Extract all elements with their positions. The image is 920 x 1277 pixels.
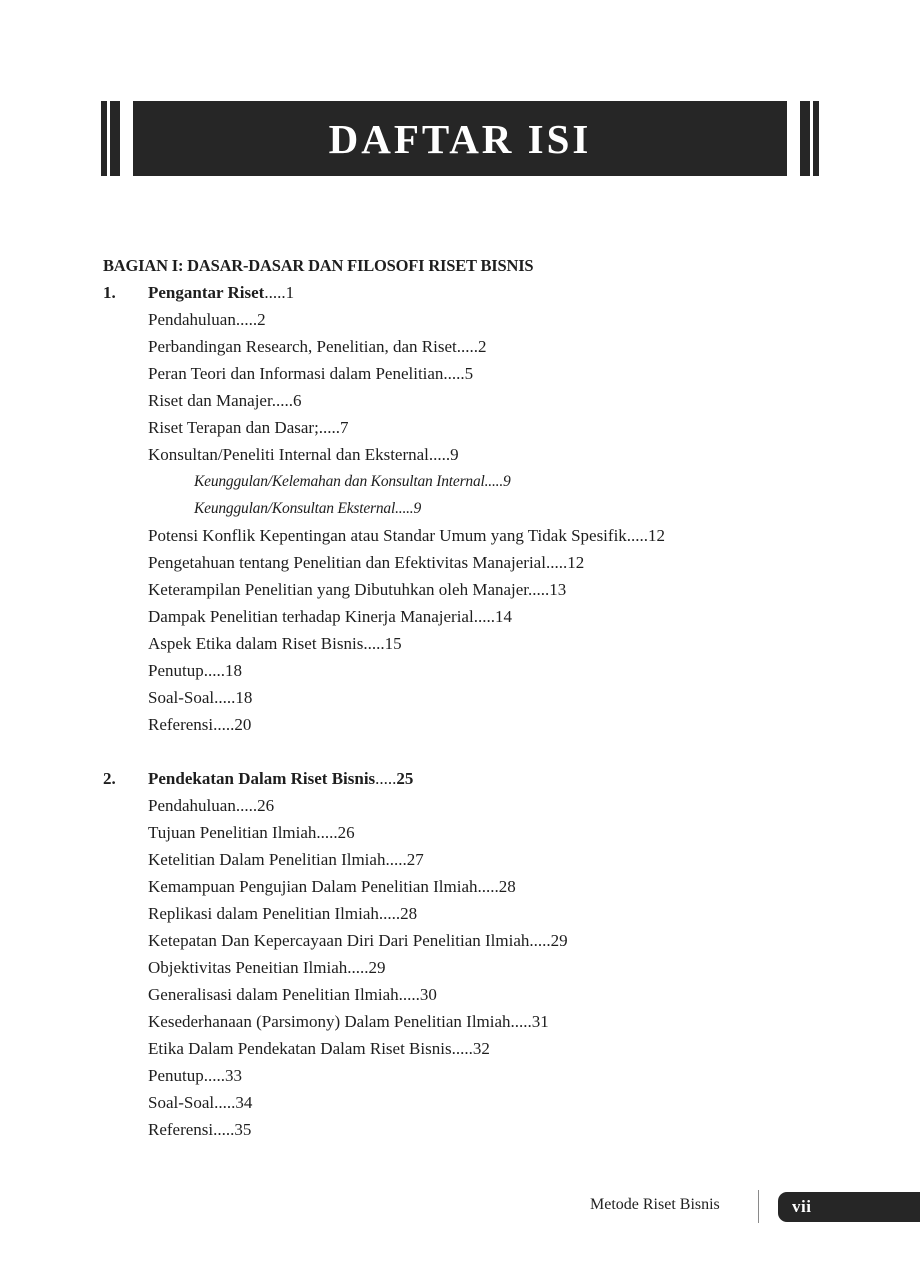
toc-item[interactable]: Pendahuluan.....2 bbox=[148, 310, 266, 329]
footer-divider bbox=[758, 1190, 759, 1223]
toc-item[interactable]: Keterampilan Penelitian yang Dibutuhkan oleh Manajer.....13 bbox=[148, 580, 567, 599]
toc-item[interactable]: Objektivitas Peneitian Ilmiah.....29 bbox=[148, 958, 386, 977]
part-heading: BAGIAN I: DASAR-DASAR DAN FILOSOFI RISET BISNIS bbox=[103, 256, 534, 275]
toc-item[interactable]: Pengetahuan tentang Penelitian dan Efektivitas Manajerial.....12 bbox=[148, 553, 585, 572]
footer-book-title: Metode Riset Bisnis bbox=[590, 1196, 720, 1213]
toc-item[interactable]: Referensi.....35 bbox=[148, 1120, 252, 1139]
toc-item[interactable]: Tujuan Penelitian Ilmiah.....26 bbox=[148, 823, 355, 842]
toc-item[interactable]: Etika Dalam Pendekatan Dalam Riset Bisnis.....32 bbox=[148, 1039, 490, 1058]
leader-dots: ..... bbox=[264, 283, 286, 302]
toc-item[interactable]: Replikasi dalam Penelitian Ilmiah.....28 bbox=[148, 904, 418, 923]
toc-item[interactable]: Perbandingan Research, Penelitian, dan Riset.....2 bbox=[148, 337, 487, 356]
decorative-bar-right-thick bbox=[800, 101, 810, 176]
chapter-heading[interactable] bbox=[103, 765, 823, 792]
chapter-title[interactable] bbox=[148, 279, 294, 306]
chapter-title[interactable] bbox=[148, 765, 413, 792]
chapter-items bbox=[103, 306, 823, 738]
toc-subitem[interactable]: Keunggulan/Kelemahan dan Konsultan Internal.....9 bbox=[194, 473, 511, 490]
chapter-title-text: Pengantar Riset bbox=[148, 283, 265, 302]
toc-item[interactable]: Penutup.....33 bbox=[148, 1066, 242, 1085]
chapter-heading[interactable] bbox=[103, 279, 823, 306]
toc-item[interactable]: Dampak Penelitian terhadap Kinerja Manajerial.....14 bbox=[148, 607, 512, 626]
toc-item[interactable]: Kesederhanaan (Parsimony) Dalam Penelitian Ilmiah.....31 bbox=[148, 1012, 549, 1031]
toc-item[interactable]: Riset dan Manajer.....6 bbox=[148, 391, 302, 410]
toc-item[interactable]: Kemampuan Pengujian Dalam Penelitian Ilmiah.....28 bbox=[148, 877, 516, 896]
chapter-page: 1 bbox=[285, 283, 295, 302]
toc-item[interactable]: Konsultan/Peneliti Internal dan Eksternal.....9 bbox=[148, 445, 459, 464]
chapter-title-text: Pendekatan Dalam Riset Bisnis bbox=[148, 769, 376, 788]
title-banner bbox=[101, 101, 819, 176]
toc-item[interactable]: Riset Terapan dan Dasar;.....7 bbox=[148, 418, 349, 437]
decorative-bar-right-thin bbox=[813, 101, 819, 176]
chapter-page: 25 bbox=[396, 769, 414, 788]
chapter-items bbox=[103, 792, 823, 1143]
chapter-number: 2. bbox=[103, 769, 116, 788]
decorative-bar-left-thick bbox=[110, 101, 120, 176]
toc-item[interactable]: Peran Teori dan Informasi dalam Penelitian.....5 bbox=[148, 364, 474, 383]
toc-item[interactable]: Referensi.....20 bbox=[148, 715, 252, 734]
page-number: vii bbox=[792, 1197, 812, 1216]
toc-item[interactable]: Ketepatan Dan Kepercayaan Diri Dari Penelitian Ilmiah.....29 bbox=[148, 931, 568, 950]
decorative-bar-left-thin bbox=[101, 101, 107, 176]
toc-item[interactable]: Aspek Etika dalam Riset Bisnis.....15 bbox=[148, 634, 402, 653]
leader-dots: ..... bbox=[375, 769, 397, 788]
toc-subitem[interactable]: Keunggulan/Konsultan Eksternal.....9 bbox=[194, 500, 422, 517]
chapter-2 bbox=[103, 765, 823, 1143]
toc-item[interactable]: Ketelitian Dalam Penelitian Ilmiah.....27 bbox=[148, 850, 424, 869]
toc-item[interactable]: Pendahuluan.....26 bbox=[148, 796, 275, 815]
toc-item[interactable]: Generalisasi dalam Penelitian Ilmiah.....30 bbox=[148, 985, 437, 1004]
toc-item[interactable]: Soal-Soal.....18 bbox=[148, 688, 253, 707]
toc-item[interactable]: Potensi Konflik Kepentingan atau Standar Umum yang Tidak Spesifik.....12 bbox=[148, 526, 666, 545]
toc-item[interactable]: Penutup.....18 bbox=[148, 661, 242, 680]
page-title: DAFTAR ISI bbox=[328, 116, 592, 162]
chapter-1 bbox=[103, 279, 823, 738]
table-of-contents bbox=[103, 252, 823, 1143]
toc-item[interactable]: Soal-Soal.....34 bbox=[148, 1093, 253, 1112]
chapter-number: 1. bbox=[103, 283, 116, 302]
title-box bbox=[133, 101, 787, 176]
page-number-tab bbox=[778, 1192, 920, 1222]
